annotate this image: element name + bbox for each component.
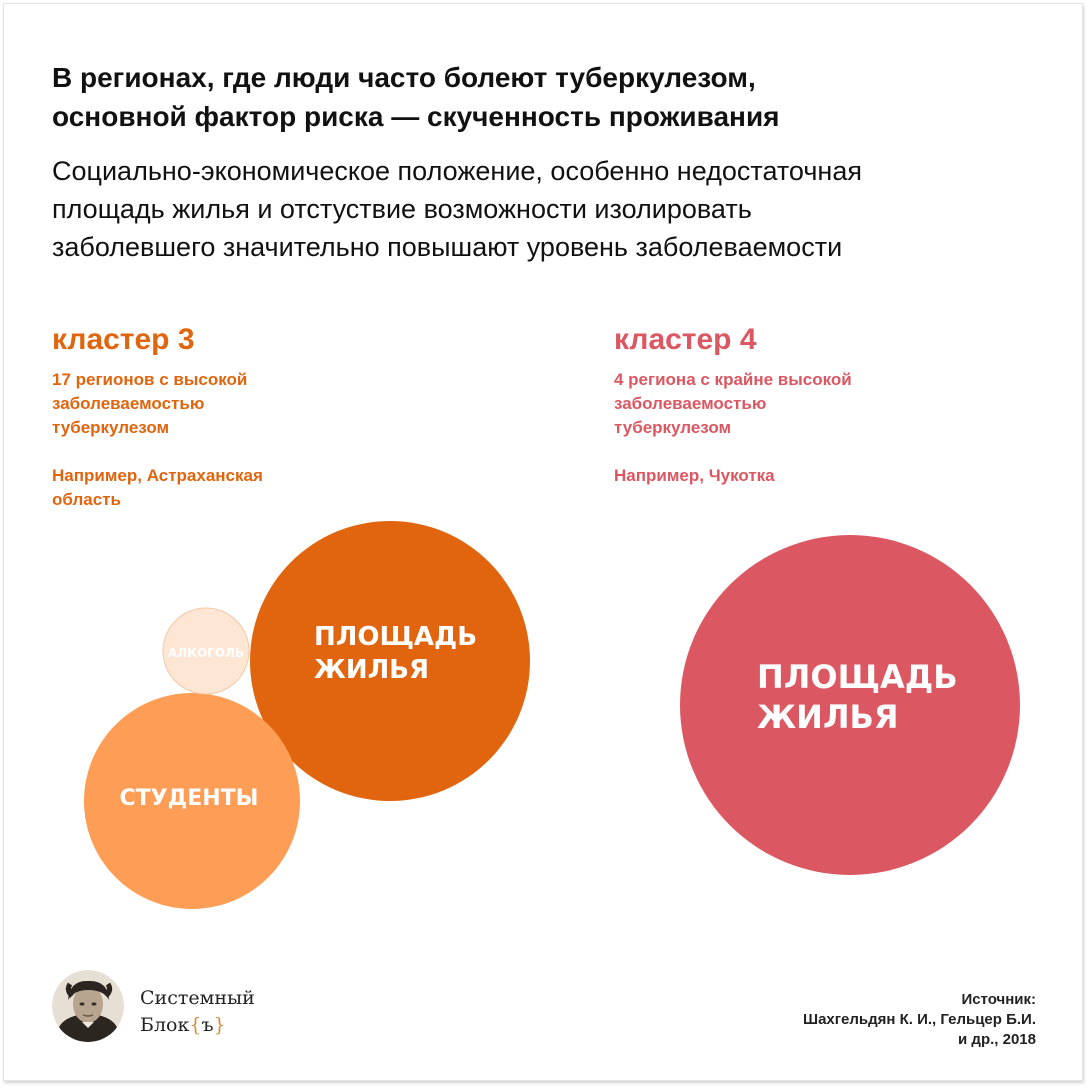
source-line: Шахгельдян К. И., Гельцер Б.И.	[803, 1011, 1036, 1028]
desc-line: 4 региона с крайне высокой	[614, 370, 852, 389]
title-line: В регионах, где люди часто болеют туберкулезом,	[52, 62, 756, 93]
cluster-4-title: кластер 4	[614, 323, 757, 356]
subtitle-line: Социально-экономическое положение, особенно недостаточная	[52, 156, 862, 186]
brand-line: Системный	[140, 987, 255, 1009]
brand-name	[140, 985, 255, 1039]
subtitle-line: площадь жилья и отстуствие возможности изолировать	[52, 194, 752, 224]
bubble-label: СТУДЕНТЫ	[119, 786, 259, 811]
brand-brace-open: {	[189, 1014, 202, 1036]
bubble-label: ПЛОЩАДЬ	[314, 622, 478, 652]
brand-line	[140, 1012, 255, 1039]
source-line: Источник:	[961, 991, 1036, 1008]
desc-line: туберкулезом	[614, 418, 732, 437]
cluster-3-title: кластер 3	[52, 323, 195, 356]
example-line: Например, Астраханская	[52, 466, 263, 485]
desc-line: 17 регионов с высокой	[52, 370, 248, 389]
desc-line: заболеваемостью	[614, 394, 767, 413]
title-line: основной фактор риска — скученность проживания	[52, 101, 780, 132]
brand-brace-char: ъ	[201, 1014, 214, 1036]
subtitle-line: заболевшего значительно повышают уровень заболеваемости	[52, 232, 843, 262]
example-line: Например, Чукотка	[614, 466, 775, 485]
example-line: область	[52, 490, 121, 509]
brand-logo-portrait	[52, 970, 124, 1042]
bubble-label: ПЛОЩАДЬ	[757, 658, 958, 696]
bubble-label: АЛКОГОЛЬ	[167, 646, 245, 660]
source-note	[616, 990, 1036, 1050]
desc-line: заболеваемостью	[52, 394, 205, 413]
source-line: и др., 2018	[958, 1031, 1036, 1048]
brand-brace-close: }	[213, 1014, 226, 1036]
brand-word: Блок	[140, 1014, 190, 1036]
bubble-label: ЖИЛЬЯ	[757, 698, 899, 736]
bubble-label: ЖИЛЬЯ	[314, 655, 430, 685]
desc-line: туберкулезом	[52, 418, 170, 437]
